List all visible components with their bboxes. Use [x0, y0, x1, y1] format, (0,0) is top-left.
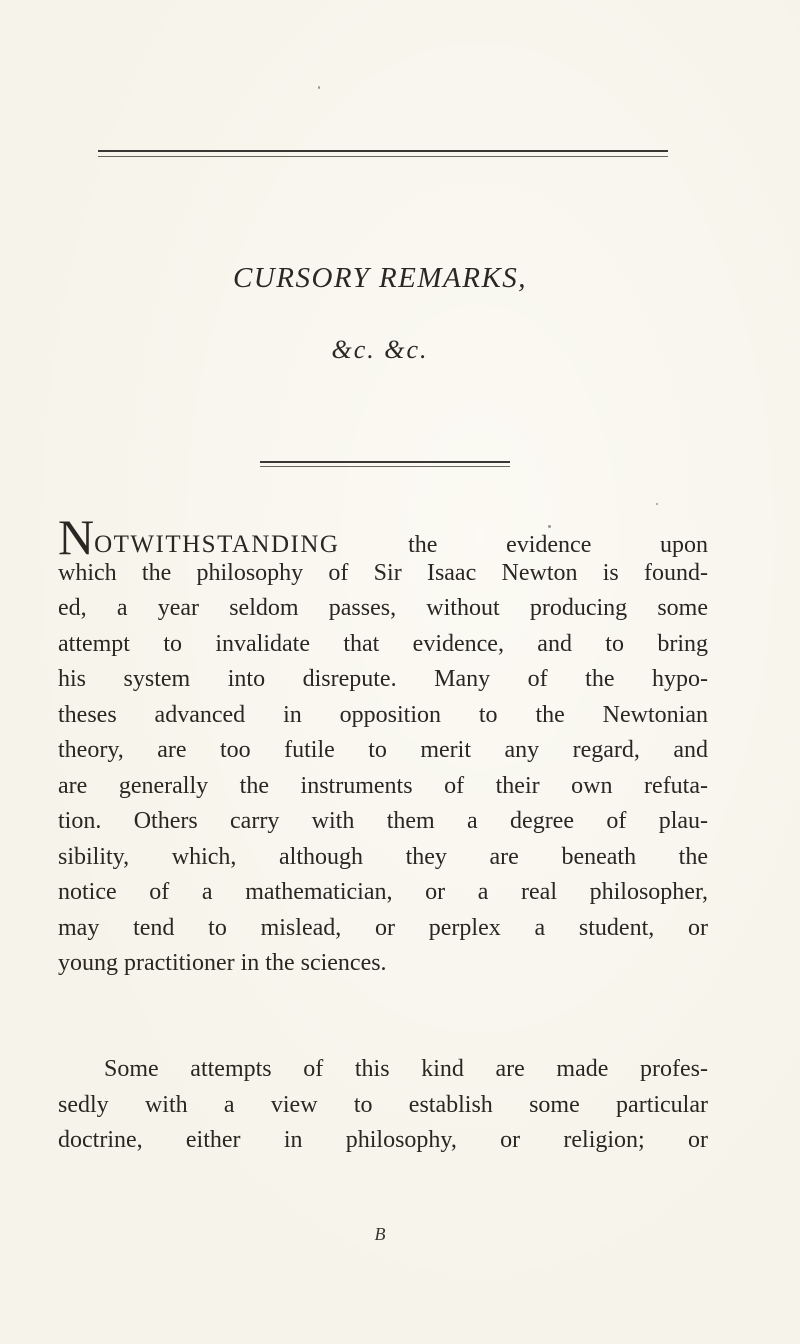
- drop-cap: N: [58, 509, 95, 565]
- paragraph-line: doctrine, either in philosophy, or religion; or: [58, 1127, 708, 1153]
- paragraph-line: [58, 509, 708, 565]
- paper-speck: [548, 525, 551, 528]
- paragraph-1: [58, 509, 708, 982]
- paragraph-line: theses advanced in opposition to the Newtonian: [58, 701, 708, 728]
- paragraph-2: [58, 1052, 708, 1159]
- paragraph-line: sedly with a view to establish some particular: [58, 1091, 708, 1118]
- section-divider-thick: [260, 461, 510, 463]
- header-double-rule-thick: [98, 150, 668, 152]
- paragraph-line: young practitioner in the sciences.: [58, 950, 387, 976]
- header-double-rule-thin: [98, 156, 668, 157]
- signature-mark: B: [374, 1224, 386, 1244]
- paragraph-line: sibility, which, although they are beneath the: [58, 843, 708, 870]
- paragraph-text: the evidence upon: [339, 532, 708, 558]
- paper-speck: [656, 503, 658, 505]
- paragraph-line: Some attempts of this kind are made profes-: [104, 1056, 708, 1082]
- section-divider-thin: [260, 466, 510, 467]
- paragraph-line: ed, a year seldom passes, without producing some: [58, 595, 708, 621]
- paragraph-line: which the philosophy of Sir Isaac Newton is found-: [58, 559, 708, 586]
- paragraph-line: notice of a mathematician, or a real philosopher,: [58, 879, 708, 905]
- paragraph-line: attempt to invalidate that evidence, and to bring: [58, 630, 708, 657]
- paragraph-line: are generally the instruments of their own refuta-: [58, 772, 708, 799]
- paper-speck: [318, 86, 320, 89]
- paragraph-line: theory, are too futile to merit any regard, and: [58, 737, 708, 763]
- lead-word: OTWITHSTANDING: [94, 531, 340, 558]
- paragraph-line: his system into disrepute. Many of the hypo-: [58, 666, 708, 692]
- paragraph-line: may tend to mislead, or perplex a student, or: [58, 914, 708, 941]
- page-title: CURSORY REMARKS,: [232, 262, 528, 294]
- paragraph-line: tion. Others carry with them a degree of plau-: [58, 808, 708, 834]
- page-subtitle: &c. &c.: [331, 335, 429, 364]
